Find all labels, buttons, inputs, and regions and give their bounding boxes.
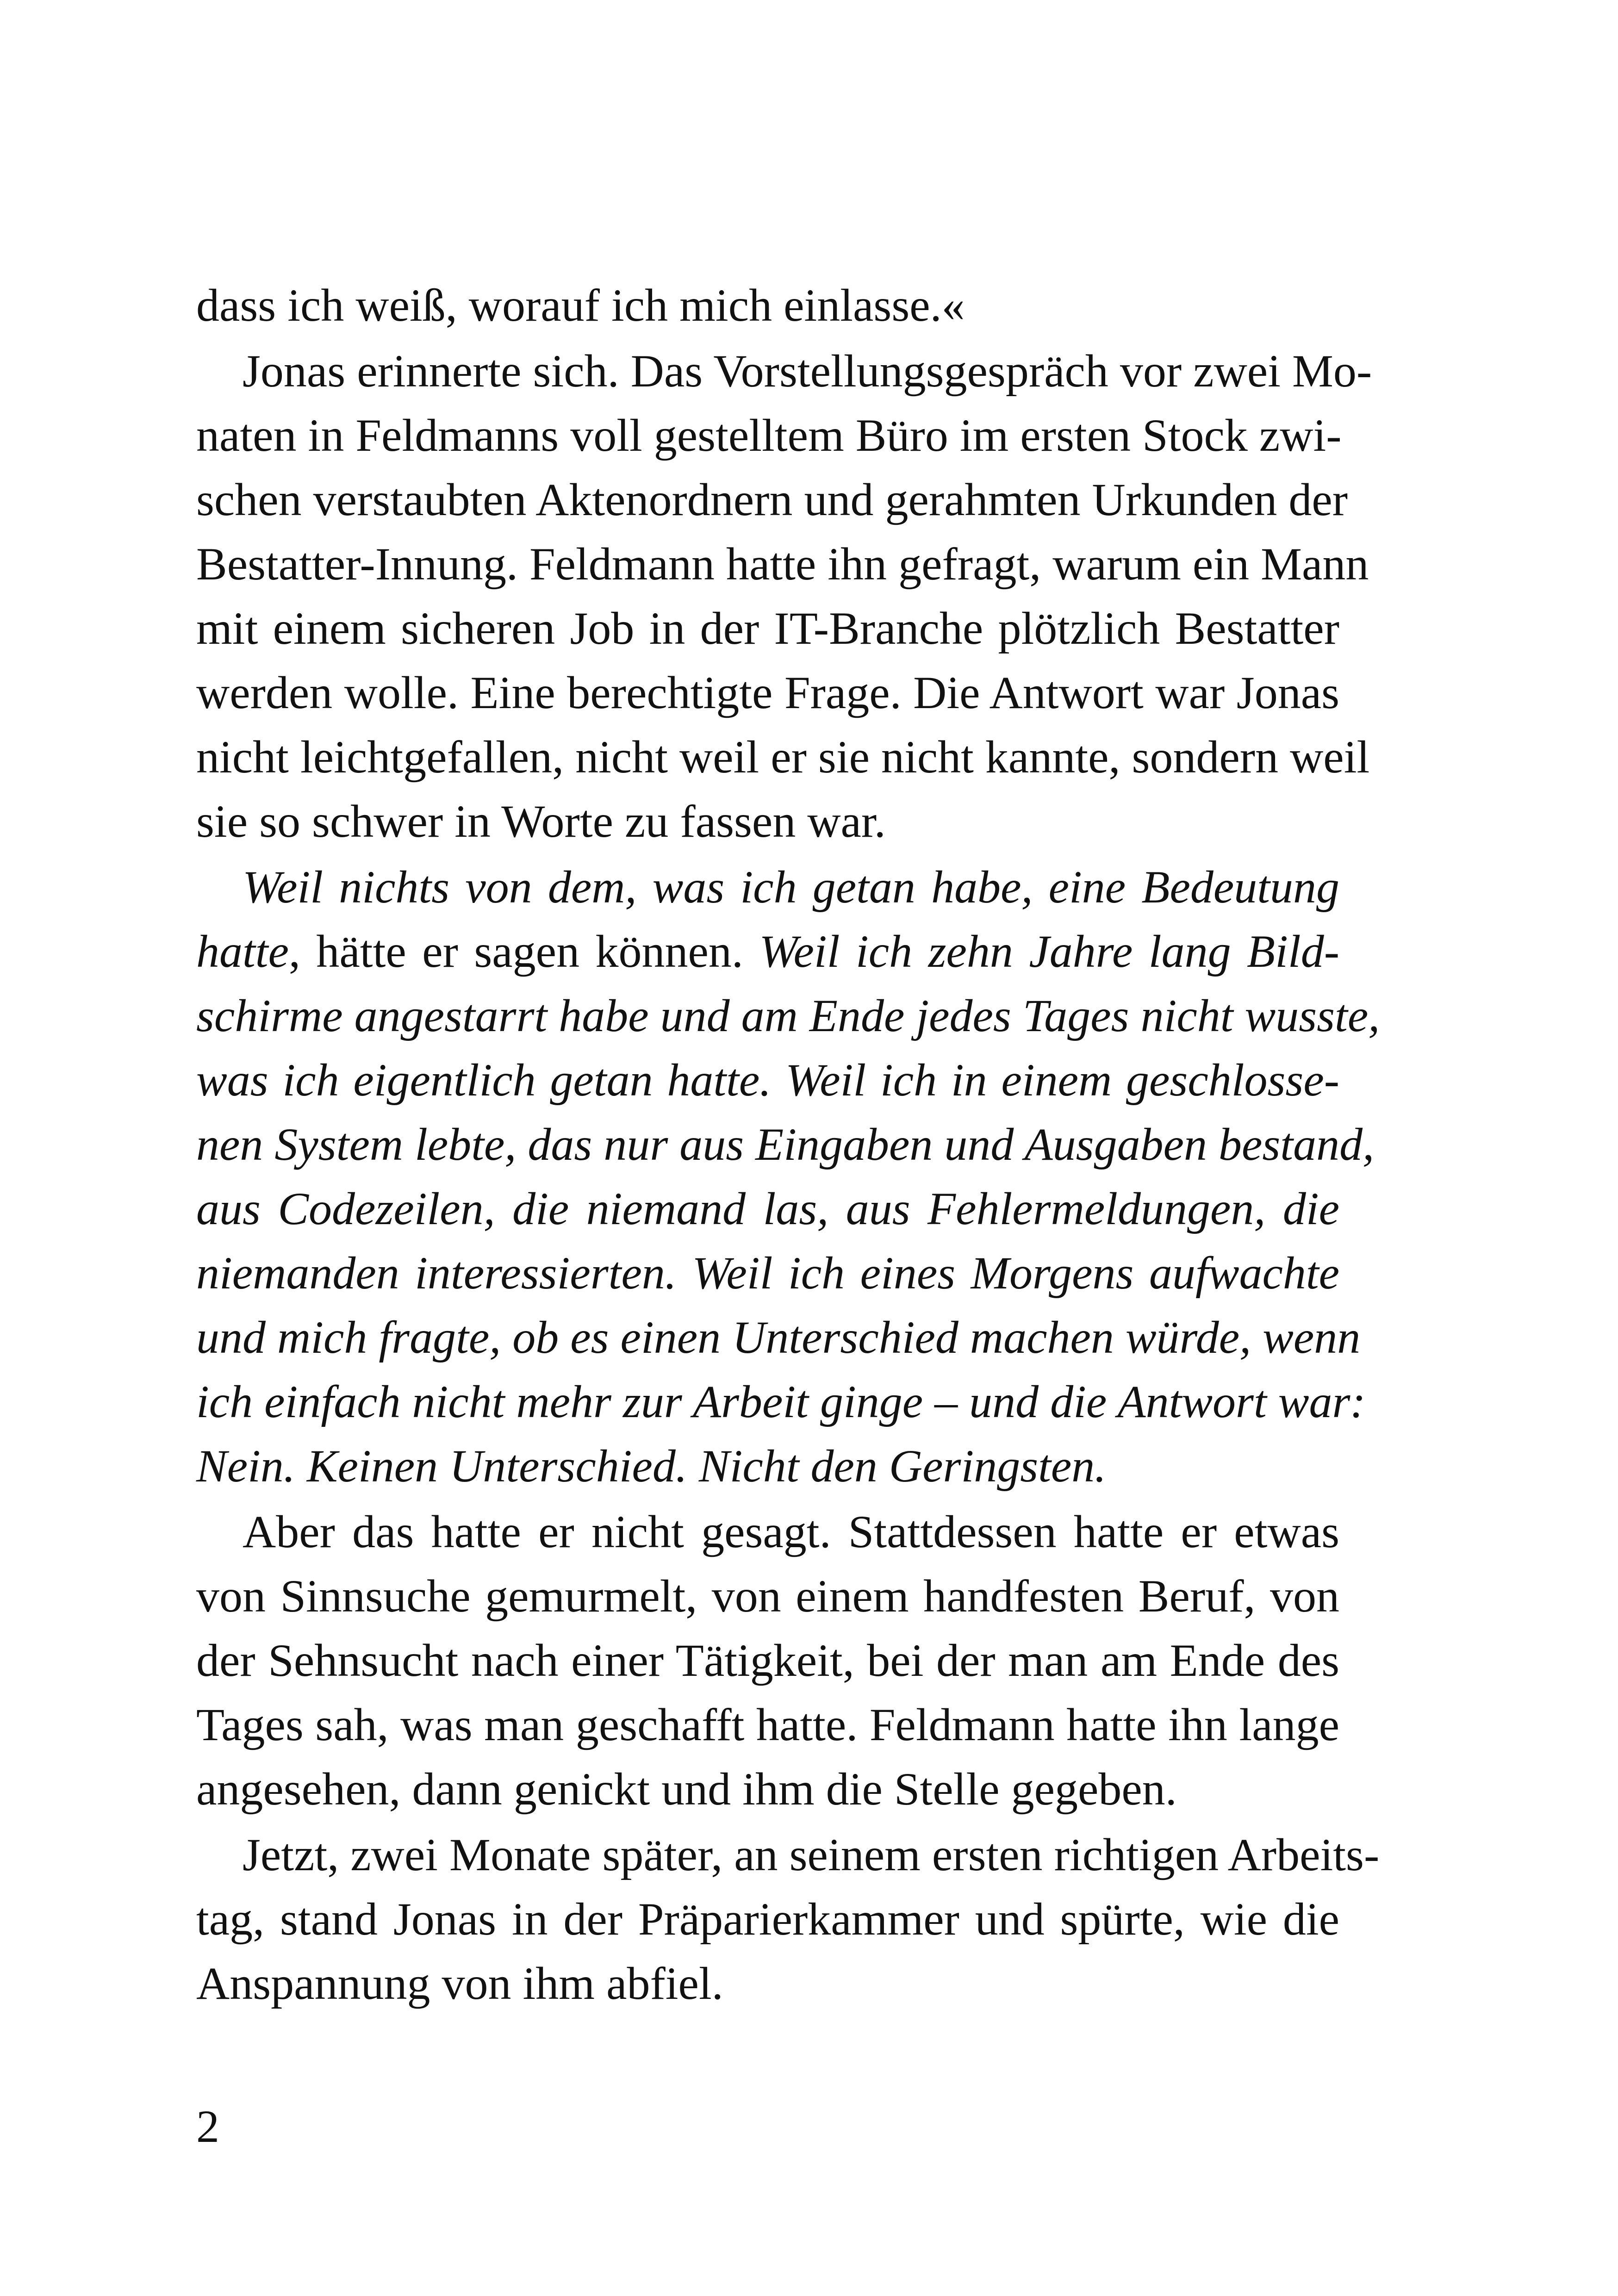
text-run: der Sehnsucht nach einer Tätigkeit, bei der man am Ende des <box>196 1635 1339 1686</box>
text-run: von Sinnsuche gemurmelt, von einem handfesten Beruf, von <box>196 1570 1339 1622</box>
italic-text: schirme angestarrt habe und am Ende jedes Tages nicht wusste, <box>196 990 1380 1041</box>
text-line <box>196 1951 1339 2016</box>
text-line <box>196 789 1339 853</box>
italic-text: und mich fragte, ob es einen Unterschied machen würde, wenn <box>196 1312 1361 1363</box>
italic-text: hatte <box>196 926 289 977</box>
text-line <box>196 1757 1339 1821</box>
text-run: mit einem sicheren Job in der IT-Branche plötzlich Bestatter <box>196 603 1339 654</box>
text-line <box>196 983 1380 1048</box>
text-run: dass ich weiß, worauf ich mich einlasse.« <box>196 280 965 331</box>
page-number: 2 <box>196 2101 219 2152</box>
text-run: Bestatter-Innung. Feldmann hatte ihn gefragt, warum ein Mann <box>196 538 1369 590</box>
paragraph <box>196 855 1380 1498</box>
text-line <box>196 1112 1375 1176</box>
text-run: sie so schwer in Worte zu fassen war. <box>196 796 886 847</box>
text-line <box>196 855 1339 919</box>
text-run: Jonas erinnerte sich. Das Vorstellungsgespräch vor zwei Mo- <box>243 345 1372 397</box>
text-run: , hätte er sagen können. <box>288 926 759 977</box>
text-run: angesehen, dann genickt und ihm die Stelle gegeben. <box>196 1763 1177 1815</box>
text-line <box>196 273 1339 337</box>
text-run: naten in Feldmanns voll gestelltem Büro im ersten Stock zwi- <box>196 410 1342 461</box>
italic-text: aus Codezeilen, die niemand las, aus Fehlermeldungen, die <box>196 1183 1339 1234</box>
italic-text: was ich eigentlich getan hatte. Weil ich in einem geschlosse- <box>196 1054 1339 1106</box>
italic-text: ich einfach nicht mehr zur Arbeit ginge – und die Antwort war: <box>196 1376 1366 1427</box>
paragraph <box>196 273 1339 337</box>
text-line <box>196 919 1339 983</box>
italic-text: Weil nichts von dem, was ich getan habe, eine Bedeutung <box>243 861 1339 913</box>
text-line <box>196 725 1370 789</box>
paragraph <box>196 339 1372 853</box>
text-line <box>196 1176 1339 1241</box>
italic-text: Weil ich zehn Jahre lang Bild- <box>759 926 1340 977</box>
text-run: nicht leichtgefallen, nicht weil er sie nicht kannte, sondern weil <box>196 731 1370 783</box>
text-line <box>196 1048 1339 1112</box>
text-line <box>196 403 1342 467</box>
text-line <box>196 1628 1339 1692</box>
body-text <box>196 273 1380 2016</box>
text-line <box>196 532 1369 596</box>
italic-text: niemanden interessierten. Weil ich eines Morgens aufwachte <box>196 1247 1339 1299</box>
text-line <box>196 1305 1361 1369</box>
text-run: Aber das hatte er nicht gesagt. Stattdessen hatte er etwas <box>243 1506 1339 1557</box>
paragraph <box>196 1500 1339 1821</box>
text-run: Tages sah, was man geschafft hatte. Feldmann hatte ihn lange <box>196 1699 1339 1750</box>
text-run: schen verstaubten Aktenordnern und gerahmten Urkunden der <box>196 474 1348 525</box>
text-line <box>196 1241 1339 1305</box>
paragraph <box>196 1823 1380 2016</box>
italic-text: Nein. Keinen Unterschied. Nicht den Geringsten. <box>196 1440 1107 1492</box>
text-line <box>196 339 1372 403</box>
text-line <box>196 467 1348 532</box>
text-line <box>196 1500 1339 1564</box>
text-line <box>196 1823 1380 1887</box>
text-line <box>196 1692 1339 1757</box>
text-run: Anspannung von ihm abfiel. <box>196 1958 723 2009</box>
text-line <box>196 660 1339 725</box>
text-line <box>196 596 1339 660</box>
text-run: Jetzt, zwei Monate später, an seinem ersten richtigen Arbeits- <box>243 1829 1380 1880</box>
text-run: werden wolle. Eine berechtigte Frage. Die Antwort war Jonas <box>196 667 1339 718</box>
text-line <box>196 1434 1339 1498</box>
text-line <box>196 1369 1366 1434</box>
text-line <box>196 1564 1339 1628</box>
text-line <box>196 1887 1339 1951</box>
italic-text: nen System lebte, das nur aus Eingaben und Ausgaben bestand, <box>196 1119 1375 1170</box>
text-run: tag, stand Jonas in der Präparierkammer und spürte, wie die <box>196 1893 1339 1945</box>
